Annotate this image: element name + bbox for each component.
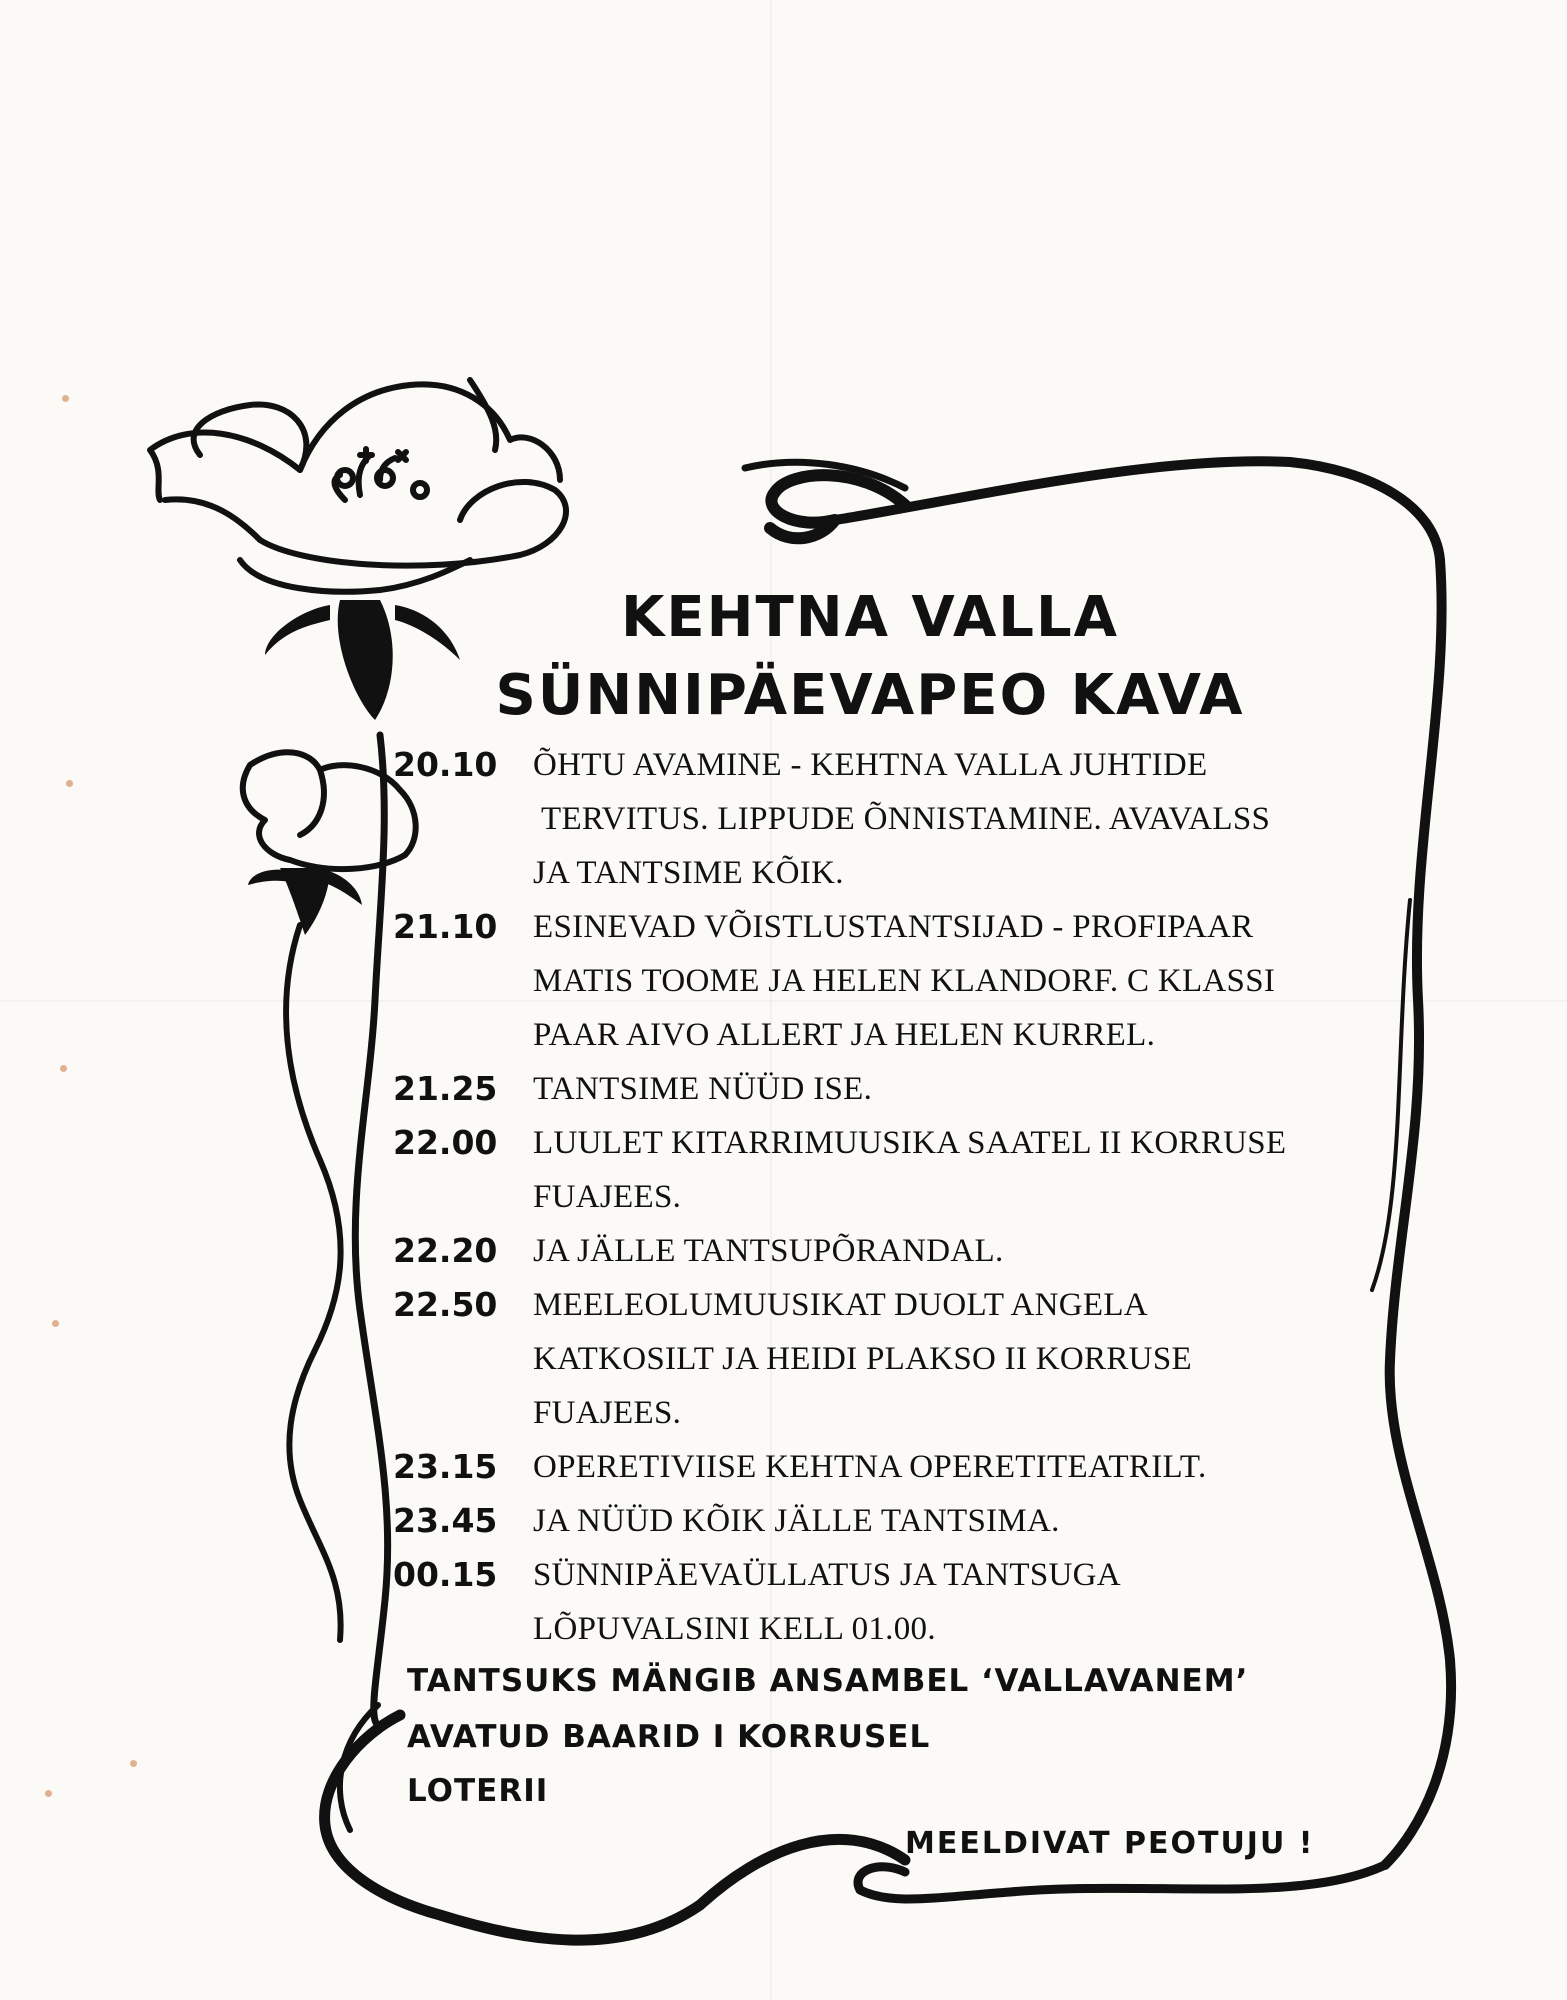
entry-text: LUULET KITARRIMUUSIKA SAATEL II KORRUSE <box>533 1125 1287 1161</box>
schedule-entry <box>393 738 1413 900</box>
entry-text: FUAJEES. <box>533 1395 682 1431</box>
entry-text: SÜNNIPÄEVAÜLLATUS JA TANTSUGA <box>533 1557 1121 1593</box>
entry-time: 21.10 <box>393 907 498 946</box>
lower-flower-sepal-left <box>248 870 290 885</box>
entry-text: FUAJEES. <box>533 1179 682 1215</box>
entry-time: 00.15 <box>393 1555 498 1594</box>
closing-greeting: MEELDIVAT PEOTUJU ! <box>905 1826 1315 1861</box>
lower-flower-sepal-right <box>322 870 362 905</box>
entry-text: KATKOSILT JA HEIDI PLAKSO II KORRUSE <box>533 1341 1192 1377</box>
entry-text: JA NÜÜD KÕIK JÄLLE TANTSIMA. <box>533 1503 1060 1539</box>
schedule-entry <box>393 1224 1413 1278</box>
lottery-announcement: LOTERII <box>407 1773 549 1809</box>
upper-flower <box>150 380 566 592</box>
entry-time: 22.20 <box>393 1231 498 1270</box>
schedule <box>393 738 1413 1656</box>
frame-top-edge <box>835 461 1440 560</box>
entry-text: LÕPUVALSINI KELL 01.00. <box>533 1611 936 1647</box>
schedule-entry <box>393 1062 1413 1116</box>
entry-time: 22.50 <box>393 1285 498 1324</box>
upper-flower-sepal-right <box>395 605 460 660</box>
entry-text: PAAR AIVO ALLERT JA HELEN KURREL. <box>533 1017 1156 1053</box>
entry-text: ESINEVAD VÕISTLUSTANTSIJAD - PROFIPAAR <box>533 909 1254 945</box>
schedule-entry <box>393 900 1413 1062</box>
entry-text: MATIS TOOME JA HELEN KLANDORF. C KLASSI <box>533 963 1276 999</box>
frame-bottom-edge <box>858 1865 1385 1899</box>
schedule-entry <box>393 1278 1413 1440</box>
title-line-1: KEHTNA VALLA <box>620 585 1119 650</box>
upper-flower-calyx <box>338 600 393 720</box>
entry-time: 23.15 <box>393 1447 498 1486</box>
entry-text: ÕHTU AVAMINE - KEHTNA VALLA JUHTIDE <box>533 747 1208 783</box>
lower-flower <box>243 752 416 869</box>
flower-stem-lower <box>286 925 341 1640</box>
entry-time: 22.00 <box>393 1123 498 1162</box>
schedule-entry <box>393 1548 1413 1656</box>
schedule-entry <box>393 1116 1413 1224</box>
entry-time: 20.10 <box>393 745 498 784</box>
bars-announcement: AVATUD BAARID I KORRUSEL <box>407 1719 931 1755</box>
schedule-entry <box>393 1494 1413 1548</box>
entry-text: JA TANTSIME KÕIK. <box>533 855 844 891</box>
title-line-2: SÜNNIPÄEVAPEO KAVA <box>495 663 1245 728</box>
upper-flower-sepal-left <box>265 605 330 655</box>
entry-text: TERVITUS. LIPPUDE ÕNNISTAMINE. AVAVALSS <box>541 801 1271 837</box>
entry-text: JA JÄLLE TANTSUPÕRANDAL. <box>533 1233 1004 1269</box>
schedule-entry <box>393 1440 1413 1494</box>
band-announcement: TANTSUKS MÄNGIB ANSAMBEL ‘VALLAVANEM’ <box>407 1663 1249 1699</box>
entry-text: MEELEOLUMUUSIKAT DUOLT ANGELA <box>533 1287 1148 1323</box>
entry-time: 21.25 <box>393 1069 498 1108</box>
entry-text: OPERETIVIISE KEHTNA OPERETITEATRILT. <box>533 1449 1207 1485</box>
entry-time: 23.45 <box>393 1501 498 1540</box>
entry-text: TANTSIME NÜÜD ISE. <box>533 1071 873 1107</box>
